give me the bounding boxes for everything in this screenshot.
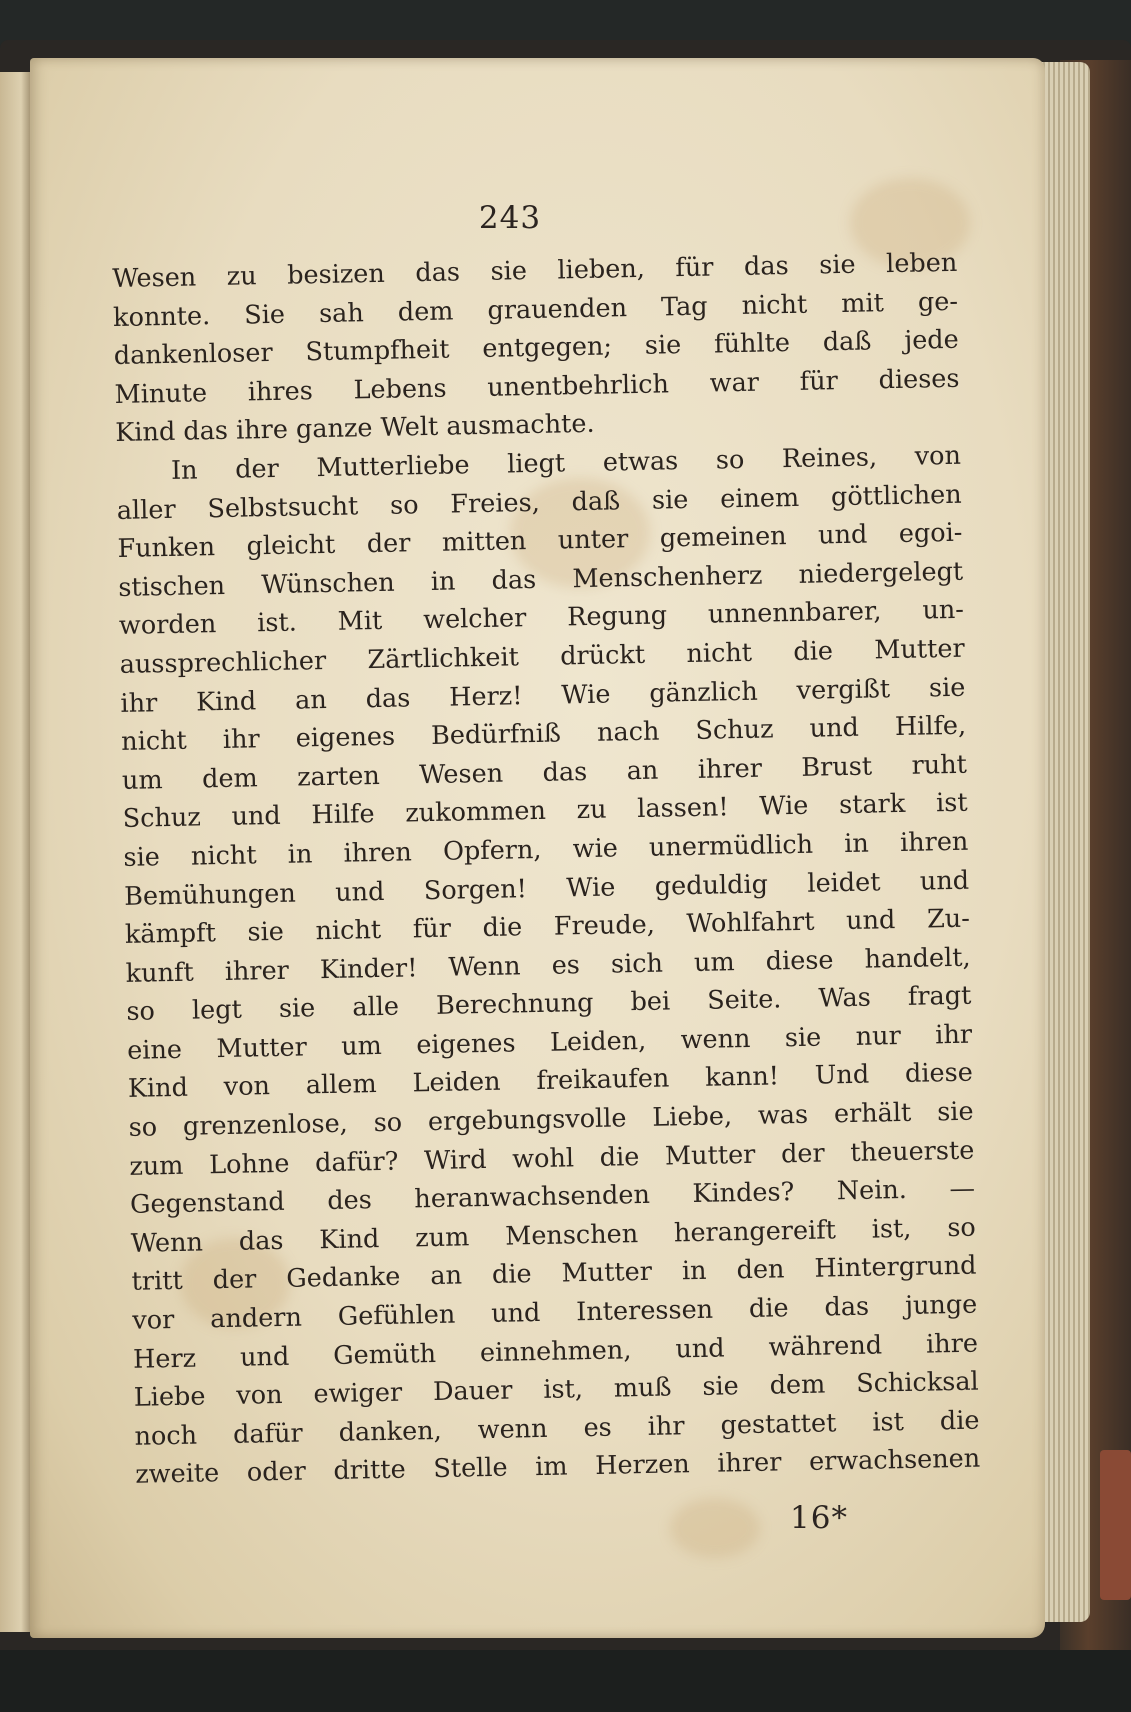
text-line: stischen Wünschen in das Menschenherz niedergelegt [118,556,964,603]
text-line: In der Mutterliebe liegt etwas so Reines, von [170,440,962,486]
text-line: so grenzenlose, so ergebungsvolle Liebe, was erhält sie [128,1096,974,1143]
text-line: um dem zarten Wesen das an ihrer Brust ruht [121,749,968,796]
page-number: 243 [478,200,542,236]
text-line: nicht ihr eigenes Bedürfniß nach Schuz und Hilfe, [120,710,967,758]
signature-mark: 16* [790,1500,848,1536]
text-line: noch dafür danken, wenn es ihr gestattet ist die [134,1405,980,1452]
text-line: konnte. Sie sah dem grauenden Tag nicht mit ge- [112,286,959,333]
text-line: Bemühungen und Sorgen! Wie geduldig leidet und [123,865,970,912]
text-line: Funken gleicht der mitten unter gemeinen und egoi- [117,517,963,565]
text-line: Minute ihres Lebens unentbehrlich war für dieses [114,363,960,410]
text-line: Wesen zu besizen das sie lieben, für das sie leben [112,247,958,294]
text-line: kämpft sie nicht für die Freude, Wohlfahrt und Zu- [124,903,971,950]
text-line: Liebe von ewiger Dauer ist, muß sie dem Schicksal [133,1366,979,1414]
leather-patch [1100,1450,1131,1600]
text-line: Kind das ihre ganze Welt ausmachte. [115,409,595,449]
text-line: aller Selbstsucht so Freies, daß sie einem göttlichen [116,479,962,526]
text-line: zum Lohne dafür? Wird wohl die Mutter der theuerste [129,1135,975,1182]
text-line: eine Mutter um eigenes Leiden, wenn sie nur ihr [126,1019,973,1066]
text-line: sie nicht in ihren Opfern, wie unermüdlich in ihren [123,826,969,873]
text-line: so legt sie alle Berechnung bei Seite. Was fragt [126,980,972,1028]
text-line: dankenloser Stumpfheit entgegen; sie fühlte daß jede [113,324,959,372]
text-line: worden ist. Mit welcher Regung unnennbarer, un- [118,595,965,642]
previous-page-edge [0,72,32,1632]
text-line: vor andern Gefühlen und Interessen die das junge [132,1289,978,1336]
text-line: Gegenstand des heranwachsenden Kindes? Nein. — [129,1173,976,1221]
page-text [112,244,981,1495]
text-line: Schuz und Hilfe zukommen zu lassen! Wie stark ist [122,787,968,835]
foxing-stain [670,1498,760,1558]
text-line: ihr Kind an das Herz! Wie gänzlich vergißt sie [120,672,966,719]
text-line: zweite oder dritte Stelle im Herzen ihrer erwachsenen [135,1443,981,1491]
book-page [30,58,1045,1638]
text-line: Herz und Gemüth einnehmen, und während ihre [132,1328,979,1375]
text-line: tritt der Gedanke an die Mutter in den Hintergrund [131,1251,977,1298]
text-line: aussprechlicher Zärtlichkeit drückt nicht die Mutter [119,633,965,680]
text-line: Kind von allem Leiden freikaufen kann! Und diese [127,1058,974,1105]
scan-background [0,1650,1131,1712]
text-line: kunft ihrer Kinder! Wenn es sich um diese handelt, [125,942,971,989]
text-line: Wenn das Kind zum Menschen herangereift ist, so [130,1212,977,1259]
